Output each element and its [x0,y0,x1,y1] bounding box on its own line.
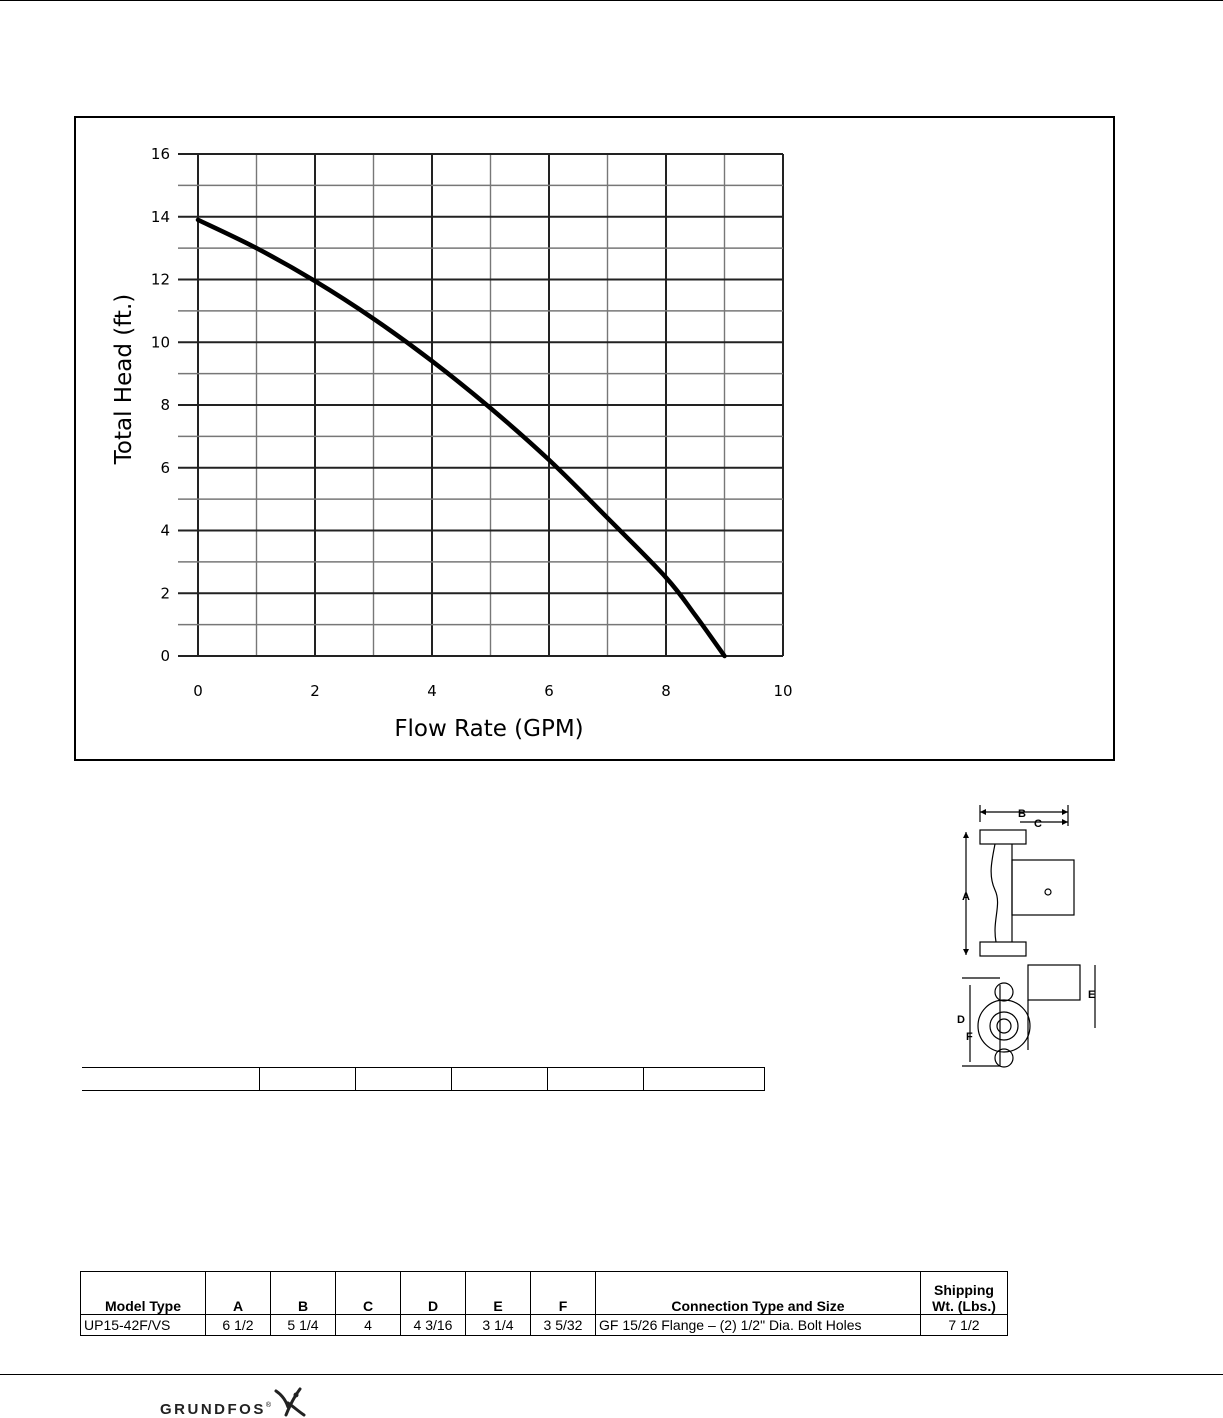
registered-mark: ® [265,1402,272,1409]
cell-connection: GF 15/26 Flange – (2) 1/2" Dia. Bolt Holes [596,1315,921,1336]
y-tick-label: 16 [150,145,170,163]
col-header-f: F [531,1272,596,1315]
dim-label-f: F [966,1031,973,1043]
spec-table-header-row [81,1272,1008,1315]
cell-a: 6 1/2 [206,1315,271,1336]
empty-table [82,1067,765,1091]
cell-model: UP15-42F/VS [81,1315,206,1336]
cell-c: 4 [336,1315,401,1336]
col-header-a: A [206,1272,271,1315]
x-tick-label: 8 [661,682,671,700]
y-tick-label: 4 [160,521,170,540]
y-tick-label: 14 [150,207,170,226]
cell-shipping: 7 1/2 [921,1315,1008,1336]
shipping-header-line2: Wt. (Lbs.) [932,1298,996,1314]
chart-series [198,220,725,656]
grundfos-logo [160,1385,308,1417]
y-tick-label: 8 [160,396,170,414]
y-tick-label: 12 [150,270,170,289]
col-header-d: D [401,1272,466,1315]
y-tick-label: 2 [160,584,170,603]
dimension-spec-table [80,1271,1008,1336]
x-tick-labels [193,682,792,700]
dim-label-d: D [957,1014,965,1026]
cell-f: 3 5/32 [531,1315,596,1336]
col-header-b: B [271,1272,336,1315]
chart-grid [178,154,783,656]
bottom-rule [0,1374,1223,1375]
shipping-header-line1: Shipping [934,1282,994,1298]
x-tick-label: 10 [773,682,793,700]
dim-label-e: E [1088,989,1096,1001]
cell-e: 3 1/4 [466,1315,531,1336]
chart-svg [76,118,1113,759]
x-axis-title: Flow Rate (GPM) [394,716,584,742]
x-tick-label: 2 [310,682,320,700]
col-header-c: C [336,1272,401,1315]
y-tick-label: 0 [160,647,170,665]
y-axis-title: Total Head (ft.) [111,293,137,465]
empty-table-row [82,1068,765,1091]
col-header-model: Model Type [81,1272,206,1315]
top-rule [0,0,1223,1]
pump-dimension-diagram [940,800,1096,1075]
col-header-connection: Connection Type and Size [596,1272,921,1315]
pump-curve-chart [74,116,1115,761]
y-tick-label: 6 [160,458,170,477]
dim-label-a: A [962,891,970,903]
logo-wordmark: GRUNDFOS [160,1401,266,1418]
dim-label-c: C [1034,818,1042,830]
x-tick-label: 0 [193,682,203,700]
col-header-e: E [466,1272,531,1315]
cell-d: 4 3/16 [401,1315,466,1336]
table-row [81,1315,1008,1336]
grundfos-man-icon [272,1385,308,1417]
y-tick-label: 10 [150,333,170,352]
cell-b: 5 1/4 [271,1315,336,1336]
x-tick-label: 4 [427,682,437,700]
col-header-shipping [921,1272,1008,1315]
y-tick-labels [151,145,170,665]
x-tick-label: 6 [544,682,554,700]
pump-curve-line [198,220,725,656]
dim-label-b: B [1018,808,1026,820]
